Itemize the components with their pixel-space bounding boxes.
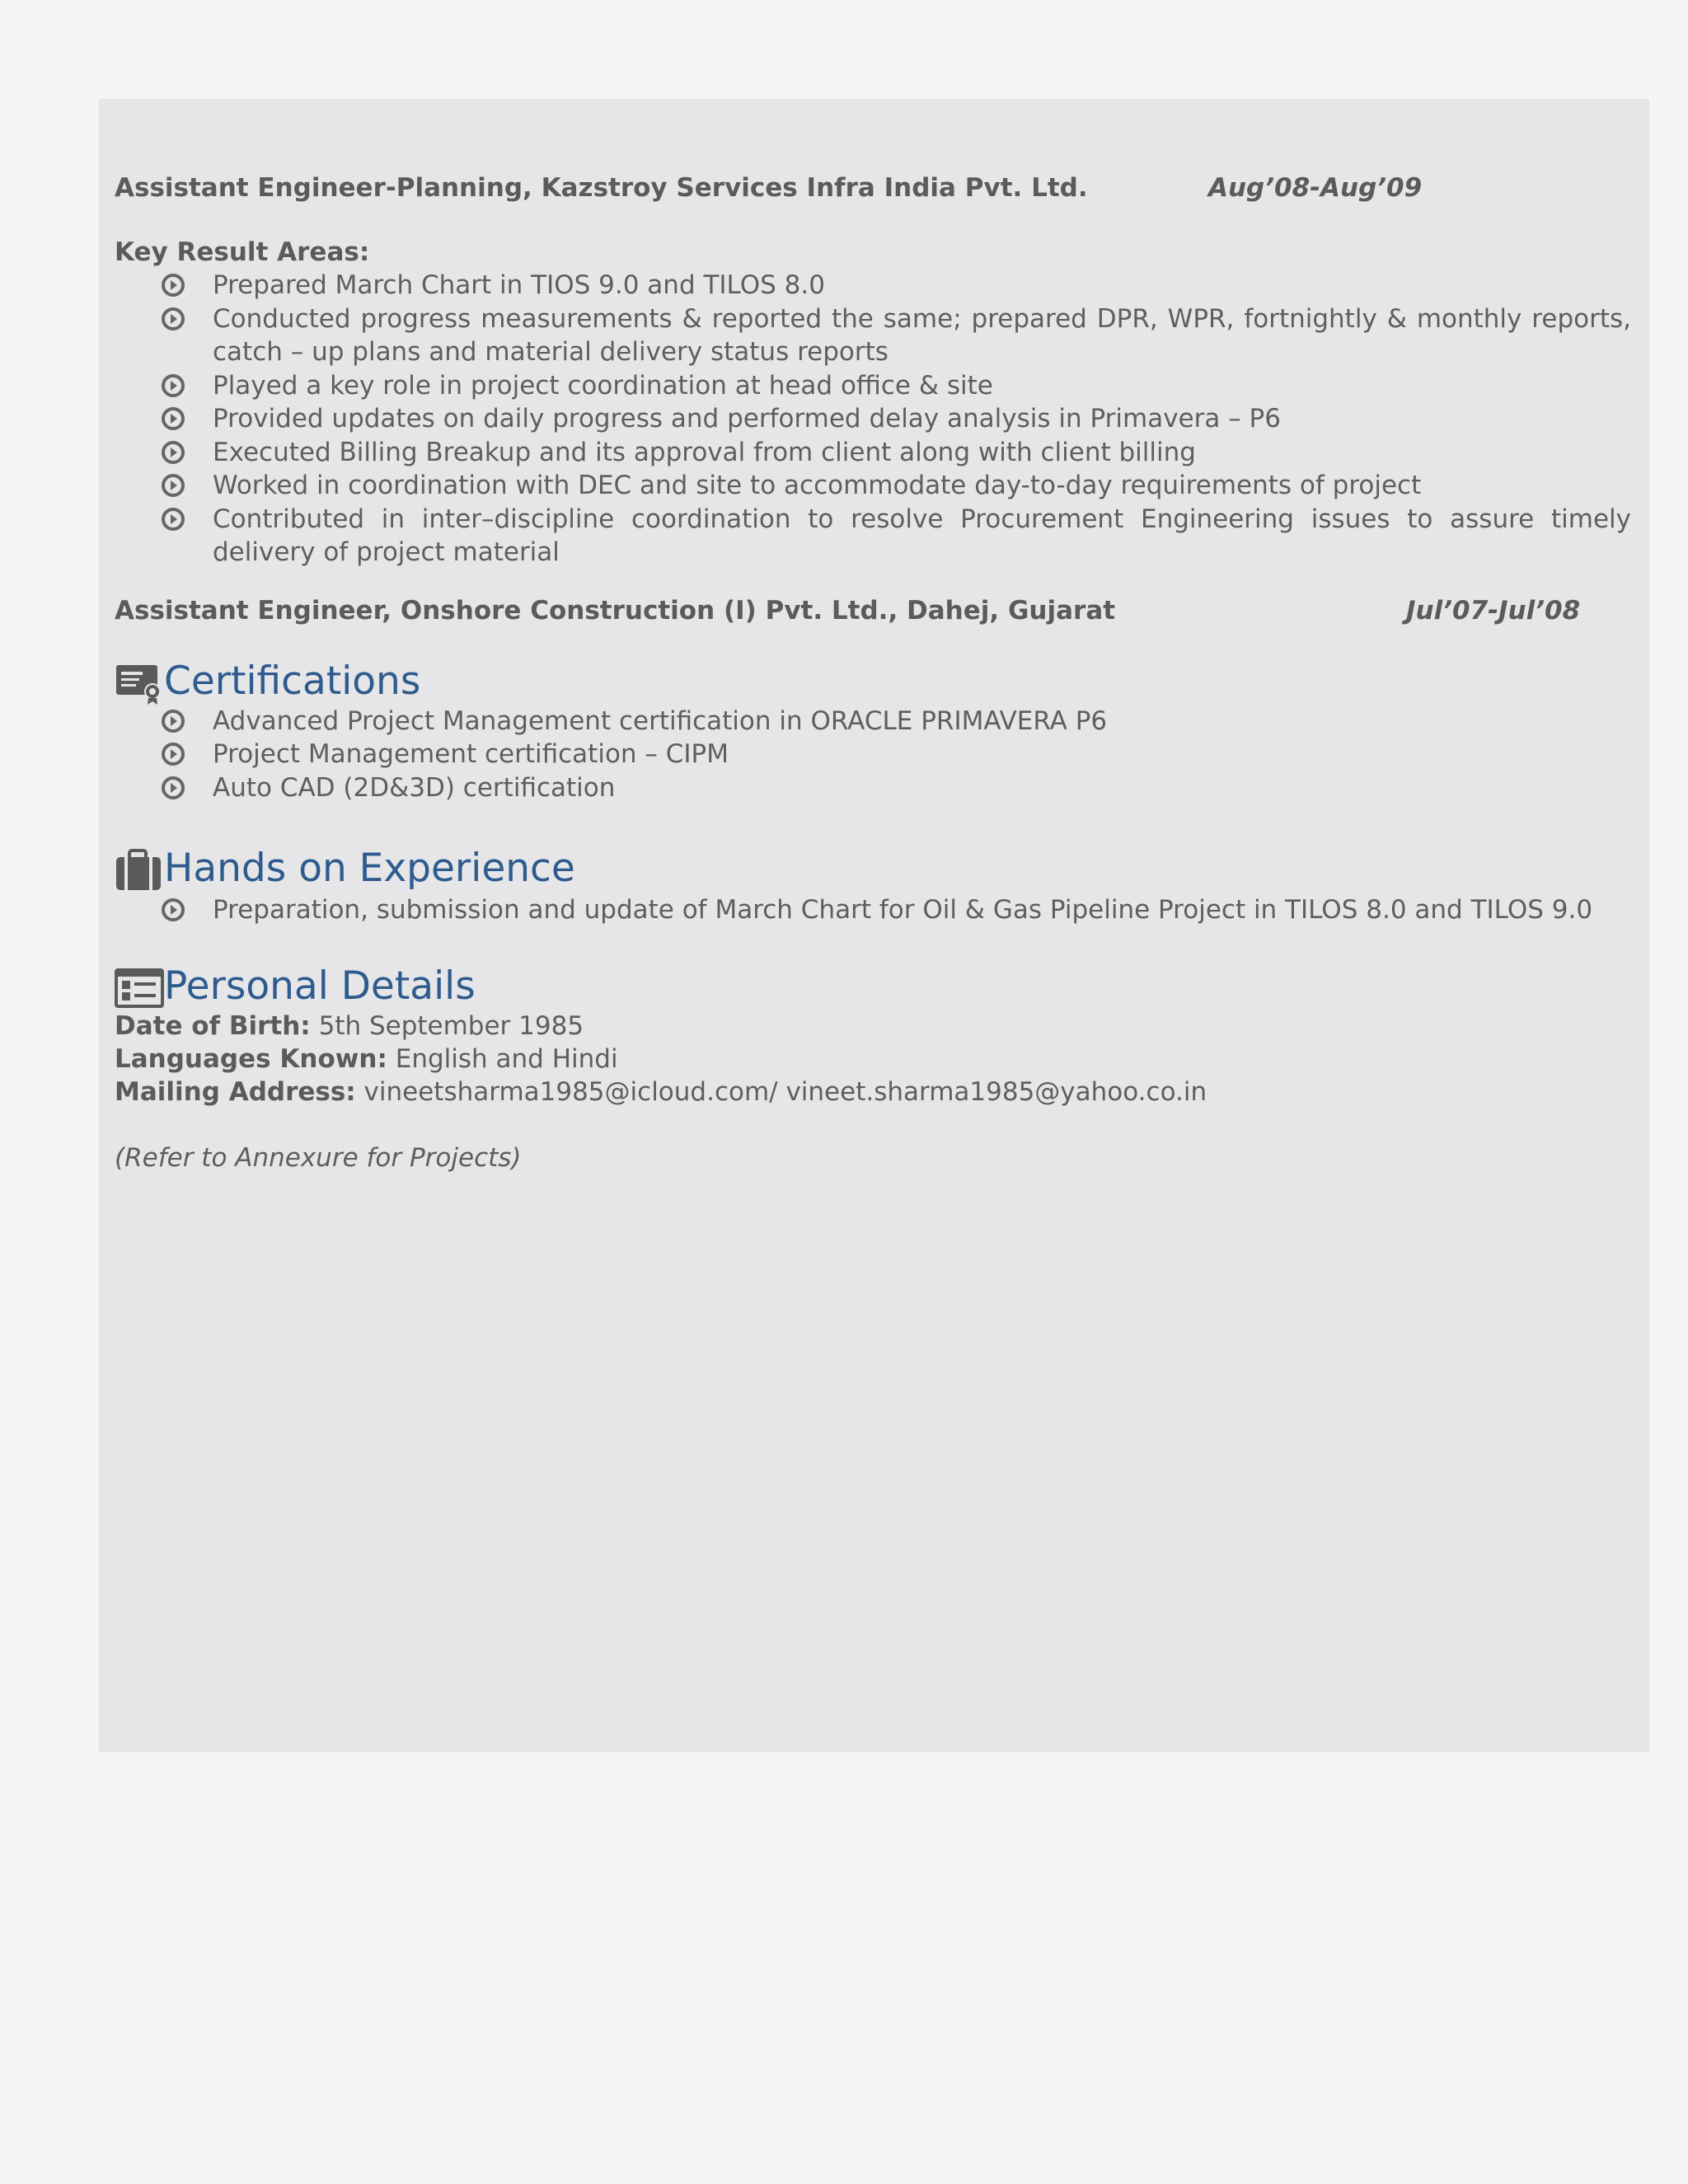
list-item: Conducted progress measurements & reported the same; prepared DPR, WPR, fortnightly & monthly reports, catch – up plans and material delivery status reports — [213, 302, 1631, 369]
circle-arrow-bullet-icon — [162, 898, 185, 921]
job-date: Jul’07-Jul’08 — [1406, 595, 1581, 626]
list-item: Auto CAD (2D&3D) certification — [213, 771, 1631, 805]
list-item: Contributed in inter–discipline coordination to resolve Procurement Engineering issues to assure timely delivery of project material — [213, 503, 1631, 569]
dob-label: Date of Birth: — [115, 1010, 311, 1041]
list-item: Provided updates on daily progress and performed delay analysis in Primavera – P6 — [213, 402, 1631, 436]
list-item: Preparation, submission and update of March Chart for Oil & Gas Pipeline Project in TILOS 8.0 and TILOS 9.0 — [213, 893, 1631, 927]
list-item: Advanced Project Management certification in ORACLE PRIMAVERA P6 — [213, 705, 1631, 738]
experience-list — [115, 893, 1631, 927]
job-entry-onshore — [115, 588, 1631, 637]
section-title: Certifications — [164, 658, 421, 704]
kra-list — [115, 269, 1631, 569]
circle-arrow-bullet-icon — [162, 441, 185, 464]
list-item: Played a key role in project coordination at head office & site — [213, 369, 1631, 403]
certifications-list — [115, 705, 1631, 805]
circle-arrow-bullet-icon — [162, 274, 185, 297]
mailing-address-line — [115, 1076, 1631, 1108]
languages-line — [115, 1043, 1631, 1076]
address-value: vineetsharma1985@icloud.com/ vineet.sharma1985@yahoo.co.in — [363, 1076, 1207, 1107]
circle-arrow-bullet-icon — [162, 710, 185, 733]
circle-arrow-bullet-icon — [162, 407, 185, 430]
languages-value: English and Hindi — [395, 1043, 618, 1074]
languages-label: Languages Known: — [115, 1043, 387, 1074]
list-item: Project Management certification – CIPM — [213, 738, 1631, 771]
address-label: Mailing Address: — [115, 1076, 356, 1107]
job-entry-kazstroy — [115, 165, 1631, 214]
resume-content — [115, 165, 1631, 1173]
personal-details-section-header — [115, 958, 1631, 1010]
circle-arrow-bullet-icon — [162, 776, 185, 799]
job-title: Assistant Engineer, Onshore Construction (I) Pvt. Ltd., Dahej, Gujarat — [115, 595, 1116, 626]
circle-arrow-bullet-icon — [162, 307, 185, 330]
circle-arrow-bullet-icon — [162, 743, 185, 766]
certificate-icon — [115, 662, 164, 705]
dob-value: 5th September 1985 — [318, 1010, 584, 1041]
id-card-icon — [115, 967, 164, 1010]
annexure-note: (Refer to Annexure for Projects) — [115, 1142, 522, 1173]
experience-section-header — [115, 841, 1631, 892]
list-item: Worked in coordination with DEC and site to accommodate day-to-day requirements of project — [213, 469, 1631, 503]
circle-arrow-bullet-icon — [162, 374, 185, 397]
list-item: Prepared March Chart in TIOS 9.0 and TILOS 8.0 — [213, 269, 1631, 302]
section-title: Personal Details — [164, 963, 476, 1009]
circle-arrow-bullet-icon — [162, 474, 185, 497]
certifications-section-header — [115, 654, 1631, 705]
date-of-birth-line — [115, 1010, 1631, 1043]
section-title: Hands on Experience — [164, 846, 575, 891]
job-title: Assistant Engineer-Planning, Kazstroy Services Infra India Pvt. Ltd. — [115, 173, 1088, 203]
key-result-areas-heading: Key Result Areas: — [115, 237, 370, 267]
job-date: Aug’08-Aug’09 — [1208, 173, 1423, 203]
circle-arrow-bullet-icon — [162, 508, 185, 531]
list-item: Executed Billing Breakup and its approval from client along with client billing — [213, 436, 1631, 470]
briefcase-icon — [115, 849, 164, 892]
